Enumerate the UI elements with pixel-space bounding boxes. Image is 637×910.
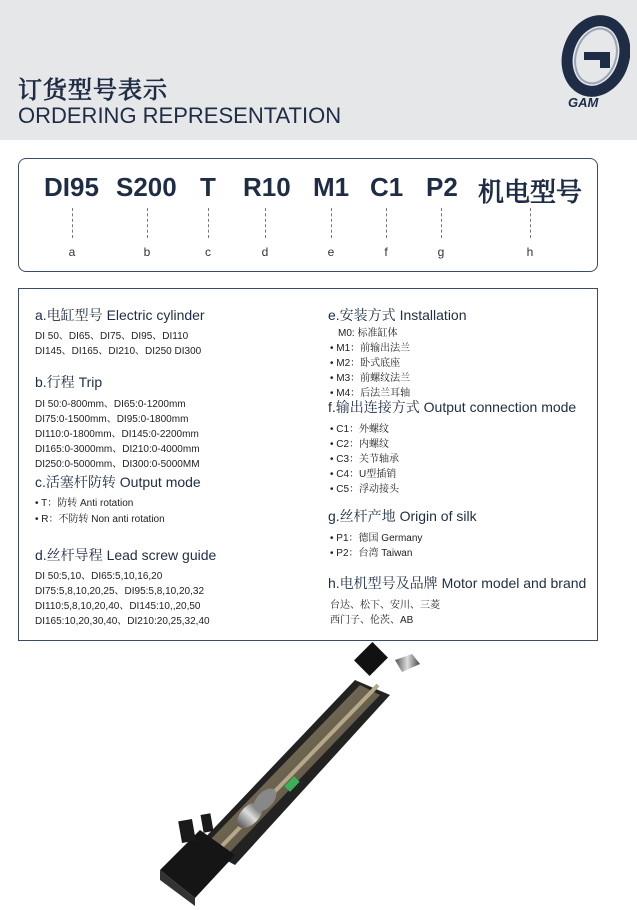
code-divider xyxy=(530,208,531,238)
spec-b-line: DI75:0-1500mm、DI95:0-1800mm xyxy=(35,414,189,425)
spec-f-line: • C3：关节轴承 xyxy=(330,454,400,465)
code-part-e: M1 xyxy=(313,172,350,202)
spec-e-line: • M2：卧式底座 xyxy=(330,358,401,369)
spec-c-line: • T：防转 Anti rotation xyxy=(35,498,134,509)
spec-e-line: • M1：前输出法兰 xyxy=(330,343,411,354)
code-letter-g: g xyxy=(437,245,445,259)
code-letter-d: d xyxy=(261,245,269,259)
code-part-c: T xyxy=(200,172,216,202)
code-divider xyxy=(72,208,73,238)
spec-g-line: • P1：德国 Germany xyxy=(330,533,423,544)
spec-b-line: DI 50:0-800mm、DI65:0-1200mm xyxy=(35,399,186,410)
code-divider xyxy=(265,208,266,238)
spec-d-title: d.丝杆导程 Lead screw guide xyxy=(35,547,217,563)
spec-h-line: 台达、松下、安川、三菱 xyxy=(330,600,440,611)
code-letter-b: b xyxy=(143,245,151,259)
electric-cylinder-image xyxy=(140,640,440,910)
code-part-b: S200 xyxy=(116,172,177,202)
spec-f-line: • C5：浮动接头 xyxy=(330,484,400,495)
spec-c-line: • R：不防转 Non anti rotation xyxy=(35,514,165,525)
code-part-d: R10 xyxy=(243,172,291,202)
spec-a-line: DI145、DI165、DI210、DI250 DI300 xyxy=(35,346,202,357)
code-divider xyxy=(441,208,442,238)
spec-h-title: h.电机型号及品牌 Motor model and brand xyxy=(328,575,587,591)
spec-b-title: b.行程 Trip xyxy=(35,374,103,390)
spec-h-line: 西门子、伦茨、AB xyxy=(330,615,414,626)
code-part-a: DI95 xyxy=(44,172,99,202)
spec-f-title: f.输出连接方式 Output connection mode xyxy=(328,399,577,415)
code-divider xyxy=(386,208,387,238)
spec-b-line: DI250:0-5000mm、DI300:0-5000MM xyxy=(35,459,200,470)
spec-f-line: • C2：内螺纹 xyxy=(330,439,390,450)
page-title-cn: 订货型号表示 xyxy=(18,77,168,104)
code-divider xyxy=(147,208,148,238)
spec-e-line: M0: 标准缸体 xyxy=(338,328,398,339)
code-divider xyxy=(208,208,209,238)
spec-c-title: c.活塞杆防转 Output mode xyxy=(35,474,201,490)
spec-g-line: • P2：台湾 Taiwan xyxy=(330,548,413,559)
code-letter-f: f xyxy=(384,245,388,259)
spec-d-line: DI75:5,8,10,20,25、DI95:5,8,10,20,32 xyxy=(35,586,205,597)
code-part-g: P2 xyxy=(426,172,458,202)
spec-d-line: DI 50:5,10、DI65:5,10,16,20 xyxy=(35,571,163,582)
spec-b-line: DI165:0-3000mm、DI210:0-4000mm xyxy=(35,444,200,455)
code-divider xyxy=(331,208,332,238)
spec-e-line: • M3：前螺纹法兰 xyxy=(330,373,411,384)
code-part-f: C1 xyxy=(370,172,404,202)
spec-f-line: • C4：U型插销 xyxy=(330,469,397,480)
spec-e-line: • M4：后法兰耳轴 xyxy=(330,388,411,399)
spec-g-title: g.丝杆产地 Origin of silk xyxy=(328,508,477,524)
spec-a-line: DI 50、DI65、DI75、DI95、DI110 xyxy=(35,331,189,342)
code-letter-h: h xyxy=(526,245,534,259)
page-title-en: ORDERING REPRESENTATION xyxy=(18,103,342,128)
code-letter-a: a xyxy=(68,245,76,259)
spec-d-line: DI110:5,8,10,20,40、DI145:10,,20,50 xyxy=(35,601,201,612)
spec-a-title: a.电缸型号 Electric cylinder xyxy=(35,307,205,323)
spec-f-line: • C1：外螺纹 xyxy=(330,424,390,435)
code-part-h: 机电型号 xyxy=(478,178,583,208)
spec-b-line: DI110:0-1800mm、DI145:0-2200mm xyxy=(35,429,199,440)
code-letter-c: c xyxy=(205,245,211,259)
logo-text: GAM xyxy=(568,95,599,110)
spec-d-line: DI165:10,20,30,40、DI210:20,25,32,40 xyxy=(35,616,210,627)
code-letter-e: e xyxy=(327,245,335,259)
spec-e-title: e.安装方式 Installation xyxy=(328,307,467,323)
